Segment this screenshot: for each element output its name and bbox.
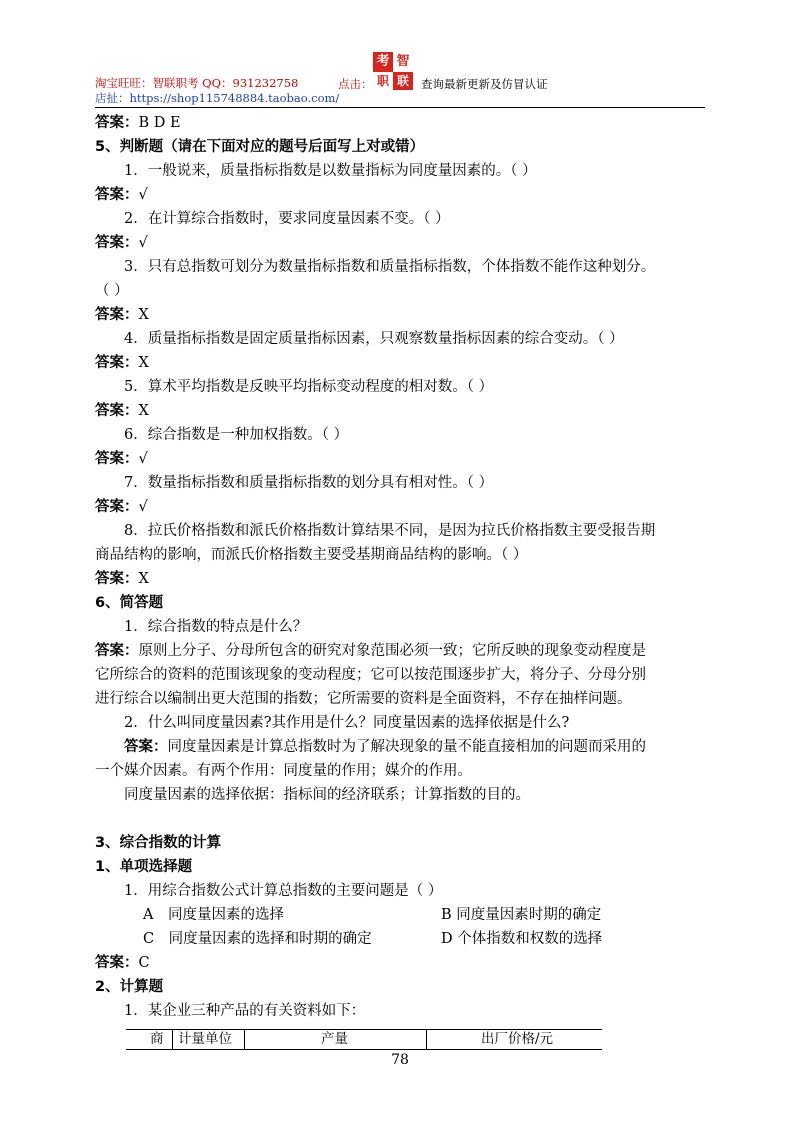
section-heading: 3、综合指数的计算 xyxy=(95,835,222,851)
header-contact xyxy=(95,76,339,106)
answer-text: 同度量因素是计算总指数时为了解决现象的量不能直接相加的问题而采用的 xyxy=(167,739,646,755)
logo-char: 智 xyxy=(396,54,410,69)
choice-option: C 同度量因素的选择和时期的确定 xyxy=(143,931,372,947)
answer-text: B D E xyxy=(138,115,181,131)
section-heading: 1、单项选择题 xyxy=(95,859,193,875)
continuation-line: 一个媒介因素。有两个作用：同度量的作用；媒介的作用。 xyxy=(95,763,472,779)
logo-char: 考 xyxy=(373,52,393,72)
table-header-cell: 出厂价格/元 xyxy=(481,1031,554,1047)
answer-line xyxy=(95,231,705,255)
answer-line xyxy=(95,735,705,759)
question-line: 8．拉氏价格指数和派氏价格指数计算结果不同，是因为拉氏价格指数主要受报告期 xyxy=(124,523,656,539)
table-divider xyxy=(172,1030,173,1049)
question-line: 2．在计算综合指数时，要求同度量因素不变。（ ） xyxy=(124,211,450,227)
question-line: 同度量因素的选择依据：指标间的经济联系；计算指数的目的。 xyxy=(124,787,530,803)
header-wangwang: 淘宝旺旺：智联职考 QQ：931232758 xyxy=(95,76,299,90)
answer-line xyxy=(95,447,705,471)
header-verify-text: 查询最新更新及仿冒认证 xyxy=(421,77,548,91)
answer-line xyxy=(95,183,705,207)
answer-line xyxy=(95,303,705,327)
answer-line xyxy=(95,399,705,423)
answer-line xyxy=(95,351,705,375)
question-line: 3．只有总指数可划分为数量指标指数和质量指标指数，个体指数不能作这种划分。 xyxy=(124,259,656,275)
table-divider xyxy=(244,1030,245,1049)
answer-text: C xyxy=(138,955,150,971)
section-heading: 2、计算题 xyxy=(95,979,164,995)
question-line: 2．什么叫同度量因素?其作用是什么？同度量因素的选择依据是什么? xyxy=(124,715,570,731)
answer-text: √ xyxy=(138,235,148,251)
answer-label: 答案： xyxy=(95,355,139,371)
header-divider xyxy=(95,107,705,108)
question-line: 4．质量指标指数是固定质量指标因素，只观察数量指标因素的综合变动。（ ） xyxy=(124,331,624,347)
section-heading: 6、简答题 xyxy=(95,595,164,611)
table-header-cell: 计量单位 xyxy=(178,1031,232,1047)
answer-text: √ xyxy=(138,499,148,515)
answer-line xyxy=(95,111,705,135)
answer-line xyxy=(95,639,705,663)
table-header-cell: 商 xyxy=(150,1031,164,1047)
answer-label: 答案： xyxy=(124,739,168,755)
question-line: 7．数量指标指数和质量指标指数的划分具有相对性。（ ） xyxy=(124,475,494,491)
answer-label: 答案： xyxy=(95,307,139,323)
answer-label: 答案： xyxy=(95,955,139,971)
logo-char: 职 xyxy=(376,74,389,88)
choice-option: A 同度量因素的选择 xyxy=(143,907,284,923)
answer-line xyxy=(95,567,705,591)
answer-label: 答案： xyxy=(95,571,139,587)
answer-text: 原则上分子、分母所包含的研究对象范围必须一致；它所反映的现象变动程度是 xyxy=(138,643,646,659)
continuation-line: （ ） xyxy=(95,283,129,299)
answer-label: 答案： xyxy=(95,643,139,659)
question-line: 1．用综合指数公式计算总指数的主要问题是（ ） xyxy=(124,883,443,899)
option-row xyxy=(95,903,705,927)
answer-label: 答案： xyxy=(95,115,139,131)
zhilian-logo[interactable] xyxy=(373,52,417,90)
table-header-cell: 产量 xyxy=(321,1031,348,1047)
continuation-line: 商品结构的影响，而派氏价格指数主要受基期商品结构的影响。（ ） xyxy=(95,547,528,563)
answer-label: 答案： xyxy=(95,499,139,515)
question-line: 1．某企业三种产品的有关资料如下： xyxy=(124,1003,366,1019)
answer-text: X xyxy=(138,403,149,419)
choice-option: B 同度量因素时期的确定 xyxy=(441,907,602,923)
blank-line xyxy=(95,807,705,831)
answer-line xyxy=(95,951,705,975)
question-line: 6．综合指数是一种加权指数。（ ） xyxy=(124,427,349,443)
answer-text: X xyxy=(138,307,149,323)
answer-label: 答案： xyxy=(95,187,139,203)
option-row xyxy=(95,927,705,951)
question-line: 5．算术平均指数是反映平均指标变动程度的相对数。（ ） xyxy=(124,379,494,395)
header-click-label: 点击： xyxy=(338,77,373,91)
table-divider xyxy=(426,1030,427,1049)
answer-label: 答案： xyxy=(95,235,139,251)
answer-label: 答案： xyxy=(95,403,139,419)
answer-text: X xyxy=(138,571,149,587)
answer-text: √ xyxy=(138,187,148,203)
question-line: 1．一般说来，质量指标指数是以数量指标为同度量因素的。（ ） xyxy=(124,163,537,179)
page-number: 78 xyxy=(391,1052,409,1068)
continuation-line: 进行综合以编制出更大范围的指数；它所需要的资料是全面资料，不存在抽样问题。 xyxy=(95,691,632,707)
question-line: 1．综合指数的特点是什么？ xyxy=(124,619,308,635)
answer-label: 答案： xyxy=(95,451,139,467)
section-heading: 5、判断题（请在下面对应的题号后面写上对或错） xyxy=(95,139,425,155)
continuation-line: 它所综合的资料的范围该现象的变动程度；它可以按范围逐步扩大，将分子、分母分别 xyxy=(95,667,646,683)
product-table-header xyxy=(126,1029,602,1050)
choice-option: D 个体指数和权数的选择 xyxy=(441,931,603,947)
page-header xyxy=(95,46,705,108)
header-shop-link[interactable]: 店扯：https://shop115748884.taobao.com/ xyxy=(95,91,340,105)
logo-char: 联 xyxy=(393,72,413,90)
answer-text: X xyxy=(138,355,149,371)
answer-line xyxy=(95,495,705,519)
answer-text: √ xyxy=(138,451,148,467)
document-body xyxy=(95,111,705,1023)
